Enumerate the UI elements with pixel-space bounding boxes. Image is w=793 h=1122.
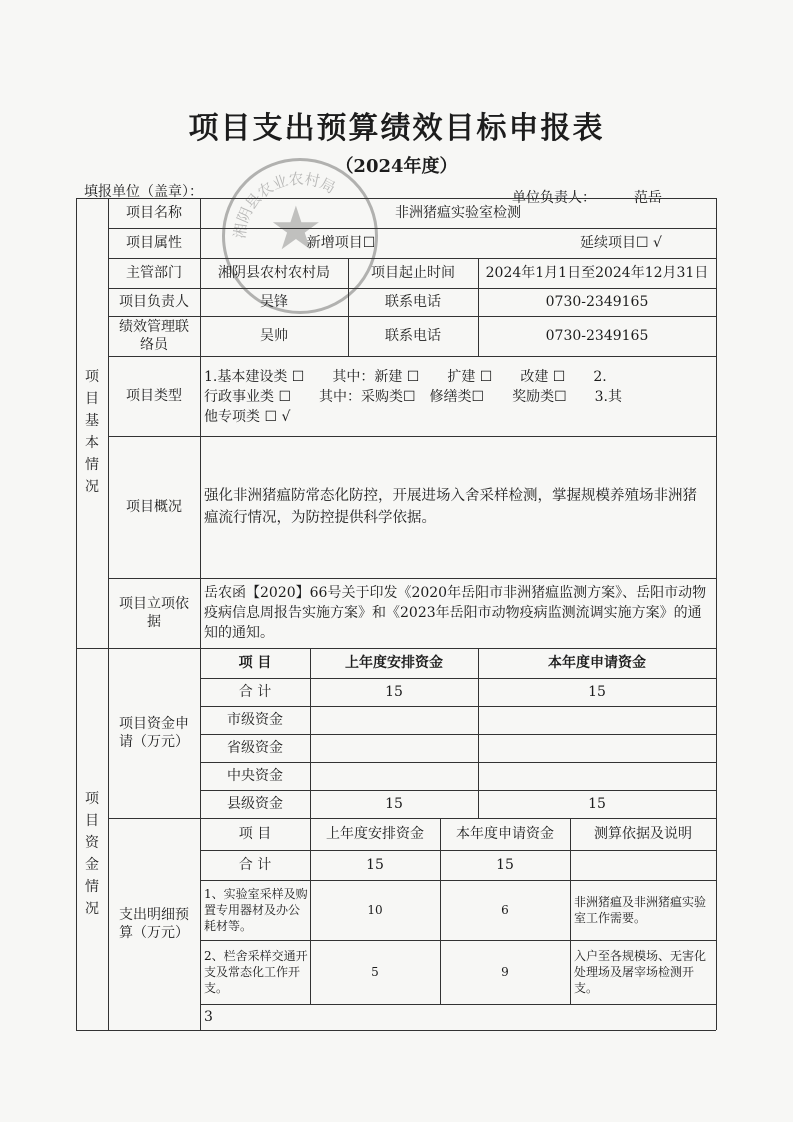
- period-label: 项目起止时间: [371, 265, 455, 281]
- detail-row-last: 10: [367, 903, 383, 917]
- detail-row-note: 非洲猪瘟及非洲猪瘟实验室工作需要。: [574, 895, 707, 925]
- detail-row-this: 9: [501, 965, 509, 979]
- detail-label: 支出明细预算（万元）: [119, 907, 189, 941]
- funding-row-this: 15: [588, 796, 606, 812]
- project-type-line-2: 行政事业类 ☐ 其中：采购类☐ 修缮类☐ 奖励类☐ 3.其: [204, 389, 623, 405]
- project-name-value: 非洲猪瘟实验室检测: [395, 205, 521, 221]
- detail-row-this: 6: [501, 903, 509, 917]
- phone-value: 0730-2349165: [545, 294, 649, 310]
- funding-header-last: 上年度安排资金: [345, 655, 443, 671]
- perf-contact-label: 绩效管理联络员: [119, 319, 189, 353]
- funding-label: 项目资金申请（万元）: [119, 716, 189, 750]
- detail-row-last: 15: [366, 857, 384, 873]
- leader-value: 吴锋: [260, 294, 288, 310]
- basis-text: 岳农函【2020】66号关于印发《2020年岳阳市非洲猪瘟监测方案》、岳阳市动物疫病信息周报告实施方案》和《2023年岳阳市动物疫病监测流调实施方案》的通知的通知。: [204, 585, 707, 641]
- detail-row-note: 入户至各规模场、无害化处理场及屠宰场检测开支。: [574, 949, 707, 995]
- project-type-line-3: 他专项类 ☐ √: [204, 409, 291, 425]
- dept-label: 主管部门: [126, 265, 182, 281]
- overview-label: 项目概况: [126, 499, 182, 515]
- funding-header-this: 本年度申请资金: [548, 655, 646, 671]
- phone2-value: 0730-2349165: [545, 328, 649, 344]
- funding-row-item: 县级资金: [227, 796, 283, 812]
- responsible-label: 单位负责人：: [512, 190, 596, 206]
- detail-row-this: 15: [496, 857, 514, 873]
- svg-text:湘阴县农业农村局: 湘阴县农业农村局: [230, 169, 339, 240]
- project-type-line-1: 1.基本建设类 ☐ 其中：新建 ☐ 扩建 ☐ 改建 ☐ 2.: [204, 369, 607, 385]
- funding-row-last: 15: [385, 796, 403, 812]
- funding-row-this: [478, 734, 716, 762]
- period-value: 2024年1月1日至2024年12月31日: [485, 265, 709, 281]
- attr-new-option: 新增项目☐: [306, 235, 376, 251]
- detail-header-note: 测算依据及说明: [594, 826, 692, 842]
- perf-contact-value: 吴帅: [260, 328, 288, 344]
- detail-row-item: 1、实验室采样及购置专用器材及办公耗材等。: [204, 887, 308, 933]
- detail-row-item: 合 计: [238, 857, 272, 873]
- funding-row-this: [478, 706, 716, 734]
- attr-continue-option: 延续项目☐ √: [580, 235, 662, 251]
- responsible-name: 范岳: [634, 190, 662, 206]
- detail-header-this: 本年度申请资金: [456, 826, 554, 842]
- project-type-label: 项目类型: [126, 388, 182, 404]
- phone-label: 联系电话: [385, 294, 441, 310]
- seal-star-icon: ★: [269, 194, 323, 264]
- funding-row-item: 合 计: [238, 684, 272, 700]
- funding-row-last: [310, 734, 478, 762]
- page-title: 项目支出预算绩效目标申报表: [188, 111, 605, 146]
- funding-row-this: [478, 762, 716, 790]
- year-subtitle: （2024年度）: [335, 156, 458, 177]
- section-basic-label: 项目基本情况: [85, 369, 99, 495]
- dept-value: 湘阴县农村农村局: [218, 265, 330, 281]
- detail-row-note: [570, 850, 716, 880]
- funding-row-last: [310, 706, 478, 734]
- detail-header-item: 项 目: [238, 826, 272, 842]
- section-funding-label: 项目资金情况: [85, 791, 99, 917]
- funding-row-last: 15: [385, 684, 403, 700]
- phone2-label: 联系电话: [385, 328, 441, 344]
- funding-row-item: 中央资金: [227, 768, 283, 784]
- detail-row-item: 3: [204, 1009, 213, 1025]
- overview-text: 强化非洲猪瘟防常态化防控，开展进场入舍采样检测，掌握规模养殖场非洲猪瘟流行情况，为防控提供科学依据。: [204, 488, 697, 526]
- funding-row-this: 15: [588, 684, 606, 700]
- detail-row-last: 5: [371, 965, 379, 979]
- funding-row-item: 省级资金: [227, 740, 283, 756]
- funding-header-item: 项 目: [238, 655, 272, 671]
- project-attr-label: 项目属性: [126, 235, 182, 251]
- funding-row-last: [310, 762, 478, 790]
- project-name-label: 项目名称: [126, 205, 182, 221]
- detail-row-item: 2、栏舍采样交通开支及常态化工作开支。: [204, 949, 308, 995]
- detail-header-last: 上年度安排资金: [326, 826, 424, 842]
- fill-unit-label: 填报单位（盖章）：: [84, 184, 203, 200]
- leader-label: 项目负责人: [119, 294, 189, 310]
- funding-row-item: 市级资金: [227, 712, 283, 728]
- basis-label: 项目立项依据: [119, 596, 189, 630]
